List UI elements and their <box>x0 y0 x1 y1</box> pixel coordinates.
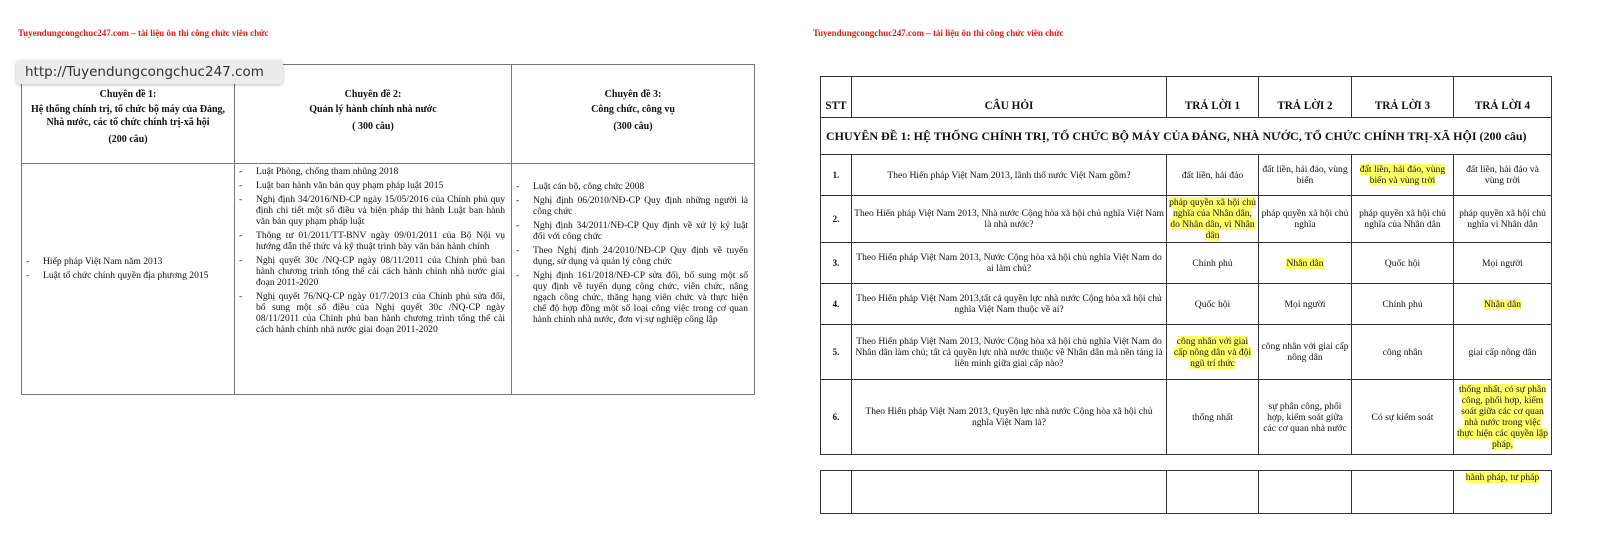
empty-cell <box>1167 471 1259 514</box>
col-header-answer-4: TRẢ LỜI 4 <box>1454 77 1552 118</box>
question-text: Theo Hiến pháp Việt Nam 2013, Nước Cộng hòa xã hội chủ nghĩa Việt Nam do Nhân dân làm chủ; tất cả quyền lực nhà nước thuộc về Nhân dân mà nền tảng là liên minh giữa giai cấp nào? <box>852 325 1167 380</box>
doc-item: - Nghị định 34/2016/NĐ-CP ngày 15/05/2016 của Chính phủ quy định chi tiết một số điều và biện pháp thi hành Luật ban hành văn bản quy phạm pháp luật <box>239 194 505 227</box>
answer-4-continued <box>1454 471 1552 514</box>
question-number: 5. <box>821 325 852 380</box>
answer-3 <box>1352 243 1454 284</box>
qa-table-continued <box>820 470 1552 514</box>
answer-4 <box>1454 325 1552 380</box>
answer-3 <box>1352 284 1454 325</box>
topics-body-row <box>22 164 755 395</box>
empty-cell <box>821 471 852 514</box>
answer-text: pháp quyền xã hội chủ nghĩa của Nhân dân <box>1359 208 1446 230</box>
topic-title: Chuyên đề 2: <box>344 89 402 100</box>
answer-text: đất liền, hải đảo <box>1181 169 1244 181</box>
answer-1 <box>1167 325 1259 380</box>
col-header-question: CÂU HỎI <box>852 77 1167 118</box>
answer-text: Mọi người <box>1284 298 1326 310</box>
question-text: Theo Hiến pháp Việt Nam 2013,tất cả quyền lực nhà nước Cộng hòa xã hội chủ nghĩa Việt Nam thuộc về ai? <box>852 284 1167 325</box>
answer-text: Quốc hội <box>1194 298 1231 310</box>
answer-2 <box>1259 243 1352 284</box>
answer-text: công nhân với giai cấp nông dân <box>1261 341 1349 363</box>
answer-1 <box>1167 155 1259 196</box>
answer-text-highlighted: Nhân dân <box>1483 298 1522 310</box>
question-text: Theo Hiến pháp Việt Nam 2013, Nước Cộng hòa xã hội chủ nghĩa Việt Nam do ai làm chủ? <box>852 243 1167 284</box>
answer-2 <box>1259 196 1352 243</box>
topic-subtitle: Hệ thống chính trị, tổ chức bộ máy của Đảng, Nhà nước, các tổ chức chính trị-xã hội <box>30 104 226 128</box>
empty-cell <box>1259 471 1352 514</box>
answer-text: đất liền, hải đảo và vùng trời <box>1466 164 1539 186</box>
col-header-answer-1: TRẢ LỜI 1 <box>1167 77 1259 118</box>
answer-1 <box>1167 196 1259 243</box>
topics-table <box>21 64 755 395</box>
question-text: Theo Hiến pháp Việt Nam 2013, Quyền lực nhà nước Cộng hòa xã hội chủ nghĩa Việt Nam là? <box>852 380 1167 455</box>
header-link[interactable]: Tuyendungcongchuc247.com – tài liệu ôn thi công chức viên chức <box>813 28 1064 38</box>
answer-text: Mọi người <box>1482 257 1523 269</box>
page-left <box>0 0 790 553</box>
table-row <box>821 243 1552 284</box>
answer-2 <box>1259 325 1352 380</box>
question-number: 2. <box>821 196 852 243</box>
question-text: Theo Hiến pháp Việt Nam 2013, lãnh thổ nước Việt Nam gồm? <box>852 155 1167 196</box>
topic-count: (200 câu) <box>108 134 148 145</box>
qa-table <box>820 76 1552 455</box>
topic-title: Chuyên đề 3: <box>604 89 662 100</box>
answer-2 <box>1259 380 1352 455</box>
col-header-answer-3: TRẢ LỜI 3 <box>1352 77 1454 118</box>
topic-subtitle: Quản lý hành chính nhà nước <box>309 104 437 115</box>
answer-text-highlighted: hành pháp, tư pháp <box>1465 472 1540 483</box>
section-row <box>821 118 1552 155</box>
answer-4 <box>1454 380 1552 455</box>
answer-2 <box>1259 284 1352 325</box>
answer-text: sự phân công, phối hợp, kiểm soát giữa các cơ quan nhà nước <box>1263 400 1347 434</box>
answer-text: thống nhất <box>1192 411 1233 423</box>
doc-item: - Nghị định 34/2011/NĐ-CP Quy định về xử lý kỷ luật đối với công chức <box>516 220 748 242</box>
answer-text-highlighted: công nhân với giai cấp nông dân và đội ngũ trí thức <box>1173 335 1252 369</box>
question-number: 4. <box>821 284 852 325</box>
answer-1 <box>1167 380 1259 455</box>
doc-list <box>22 256 234 281</box>
answer-1 <box>1167 243 1259 284</box>
answer-text: Chính phủ <box>1192 257 1233 269</box>
col-header-stt: STT <box>821 77 852 118</box>
answer-text-highlighted: pháp quyền xã hội chủ nghĩa của Nhân dân, do Nhân dân, vì Nhân dân <box>1169 197 1256 241</box>
col-header-answer-2: TRẢ LỜI 2 <box>1259 77 1352 118</box>
table-row <box>821 155 1552 196</box>
answer-text: giai cấp nông dân <box>1468 346 1537 358</box>
answer-4 <box>1454 196 1552 243</box>
doc-item: - Nghị định 06/2010/NĐ-CP Quy định những người là công chức <box>516 195 748 217</box>
doc-item: - Luật ban hành văn bản quy phạm pháp luật 2015 <box>239 180 505 191</box>
topic-1-docs <box>22 164 235 395</box>
doc-item: - Nghị quyết 30c /NQ-CP ngày 08/11/2011 của Chính phủ ban hành chương trình tổng thể cải cách hành chính nhà nước giai đoạn 2011-2020 <box>239 255 505 288</box>
answer-text: Quốc hội <box>1384 257 1421 269</box>
answer-text: pháp quyền xã hội chủ nghĩa vì Nhân dân <box>1459 208 1546 230</box>
topic-subtitle: Công chức, công vụ <box>591 104 675 115</box>
doc-list <box>512 181 754 325</box>
answer-3 <box>1352 325 1454 380</box>
doc-item: - Luật Phòng, chống tham nhũng 2018 <box>239 166 505 177</box>
doc-item: - Nghị quyết 76/NQ-CP ngày 01/7/2013 của Chính phủ sửa đổi, bổ sung một số điều của Nghị quyết 30c /NQ-CP ngày 08/11/2011 của Chính phủ ban hành chương trình tổng thể cải cách hành chính nhà nước giai đoạn 2011-2020 <box>239 291 505 335</box>
qa-header-row <box>821 77 1552 118</box>
doc-item: - Theo Nghị định 24/2010/NĐ-CP Quy định về tuyển dụng, sử dụng và quản lý công chức <box>516 245 748 267</box>
answer-1 <box>1167 284 1259 325</box>
answer-text-highlighted: thống nhất, có sự phân công, phối hợp, kiểm soát giữa các cơ quan nhà nước trong việc thực hiện các quyền lập pháp, <box>1457 384 1548 450</box>
answer-text: đất liền, hải đảo, vùng biển <box>1262 164 1348 186</box>
question-text: Theo Hiến pháp Việt Nam 2013, Nhà nước Cộng hòa xã hội chủ nghĩa Việt Nam là nhà nước? <box>852 196 1167 243</box>
doc-item: - Nghị định 161/2018/NĐ-CP sửa đổi, bổ sung một số quy định về tuyển dụng công chức, viên chức, nâng ngạch công chức, thăng hạng viên chức và thực hiện chế độ hợp đồng một số loại công việc trong cơ quan hành chính nhà nước, đơn vị sự nghiệp công lập <box>516 270 748 325</box>
table-row <box>821 325 1552 380</box>
answer-text: công nhân <box>1382 346 1423 358</box>
topic-title: Chuyên đề 1: <box>99 89 157 100</box>
section-title: CHUYÊN ĐỀ 1: HỆ THỐNG CHÍNH TRỊ, TỔ CHỨC BỘ MÁY CỦA ĐẢNG, NHÀ NƯỚC, TỔ CHỨC CHÍNH TRỊ-XÃ HỘI (200 câu) <box>821 118 1552 155</box>
answer-text: pháp quyền xã hội chủ nghĩa <box>1261 208 1349 230</box>
answer-3 <box>1352 155 1454 196</box>
answer-3 <box>1352 196 1454 243</box>
url-tooltip: http://Tuyendungcongchuc247.com <box>16 60 283 84</box>
topic-2-docs <box>235 164 512 395</box>
answer-4 <box>1454 155 1552 196</box>
topic-count: ( 300 câu) <box>352 121 394 132</box>
doc-item: - Hiếp pháp Việt Nam năm 2013 <box>26 256 228 267</box>
answer-text-highlighted: đất liền, hải đảo, vùng biển và vùng trời <box>1359 164 1446 186</box>
doc-item: - Luật cán bộ, công chức 2008 <box>516 181 748 192</box>
empty-cell <box>1352 471 1454 514</box>
doc-item: - Luật tổ chức chính quyền địa phương 2015 <box>26 270 228 281</box>
doc-item: - Thông tư 01/2011/TT-BNV ngày 09/01/2011 của Bộ Nội vụ hướng dẫn thể thức và kỹ thuật trình bày văn bản hành chính <box>239 230 505 252</box>
empty-cell <box>852 471 1167 514</box>
table-row <box>821 196 1552 243</box>
topic-count: (300 câu) <box>613 121 653 132</box>
answer-text: Có sự kiểm soát <box>1371 411 1434 423</box>
header-link[interactable]: Tuyendungcongchuc247.com – tài liệu ôn thi công chức viên chức <box>18 28 269 38</box>
doc-list <box>235 166 511 335</box>
answer-2 <box>1259 155 1352 196</box>
topic-3-docs <box>512 164 755 395</box>
answer-text: Chính phủ <box>1382 298 1423 310</box>
answer-4 <box>1454 243 1552 284</box>
page-right <box>810 0 1600 553</box>
question-number: 3. <box>821 243 852 284</box>
table-row-continued <box>821 471 1552 514</box>
question-number: 1. <box>821 155 852 196</box>
answer-4 <box>1454 284 1552 325</box>
question-number: 6. <box>821 380 852 455</box>
table-row <box>821 380 1552 455</box>
answer-3 <box>1352 380 1454 455</box>
topic-3-header <box>512 65 755 164</box>
table-row <box>821 284 1552 325</box>
answer-text-highlighted: Nhân dân <box>1286 257 1324 269</box>
